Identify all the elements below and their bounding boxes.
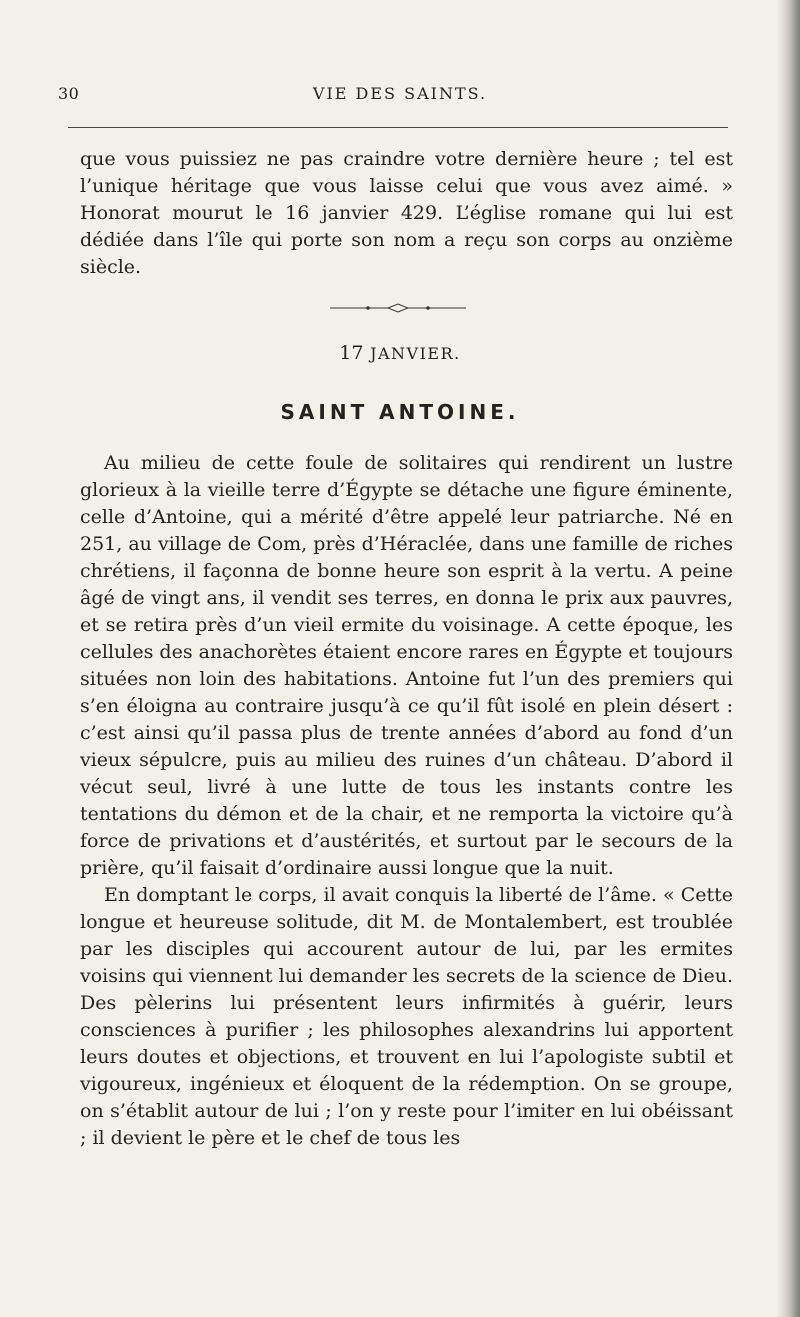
page-header xyxy=(0,84,800,114)
page-number: 30 xyxy=(58,84,80,103)
feast-day: 17 xyxy=(339,342,364,364)
continuation-paragraph: que vous puissiez ne pas craindre votre dernière heure ; tel est l’unique héritage que vous laisse celui que vous avez aimé. » Honorat mourut le 16 janvier 429. L’église romane qui lui est dédiée dans l’île qui porte son nom a reçu son corps au onzième siècle. xyxy=(80,148,733,278)
header-rule xyxy=(68,127,728,128)
ornament-divider-icon xyxy=(330,303,466,313)
page-edge-shadow xyxy=(778,0,800,1317)
paragraph-2: En domptant le corps, il avait conquis la liberté de l’âme. « Cette longue et heureuse solitude, dit M. de Montalembert, est troublée par les disciples qui accourent autour de lui, par les ermites voisins qui viennent lui demander les secrets de la science de Dieu. Des pèlerins lui présentent leurs infirmités à guérir, leurs consciences à purifier ; les philosophes alexandrins lui apportent leurs doutes et objections, et trouvent en lui l’apologiste subtil et vigoureux, ingénieux et éloquent de la rédemption. On se groupe, on s’établit autour de lui ; l’on y reste pour l’imiter en lui obéissant ; il devient le père et le chef de tous les xyxy=(80,884,733,1149)
running-title: VIE DES SAINTS. xyxy=(312,84,488,103)
saint-title: SAINT ANTOINE. xyxy=(280,400,520,424)
paragraph-1: Au milieu de cette foule de solitaires qui rendirent un lustre glorieux à la vieille terre d’Égypte se détache une figure éminente, celle d’Antoine, qui a mérité d’être appelé leur patriarche. Né en 251, au village de Com, près d’Héraclée, dans une famille de riches chrétiens, il façonna de bonne heure son esprit à la vertu. A peine âgé de vingt ans, il vendit ses terres, en donna le prix aux pauvres, et se retira près d’un vieil ermite du voisinage. A cette époque, les cellules des anachorètes étaient encore rares en Égypte et toujours situées non loin des habitations. Antoine fut l’un des premiers qui s’en éloigna au contraire jusqu’à ce qu’il fût isolé en plein désert : c’est ainsi qu’il passa plus de trente années d’abord au fond d’un vieux sépulcre, puis au milieu des ruines d’un château. D’abord il vécut seul, livré à une lutte de tous les instants contre les tentations du démon et de la chair, et ne remporta la victoire qu’à force de privations et d’austérités, et surtout par le secours de la prière, qu’il faisait d’ordinaire aussi longue que la nuit. xyxy=(80,452,733,879)
section-ornament xyxy=(330,298,466,317)
feast-month: JANVIER. xyxy=(370,344,461,363)
feast-date xyxy=(0,342,800,364)
continuation-text xyxy=(80,146,733,281)
body-text xyxy=(80,450,733,1152)
